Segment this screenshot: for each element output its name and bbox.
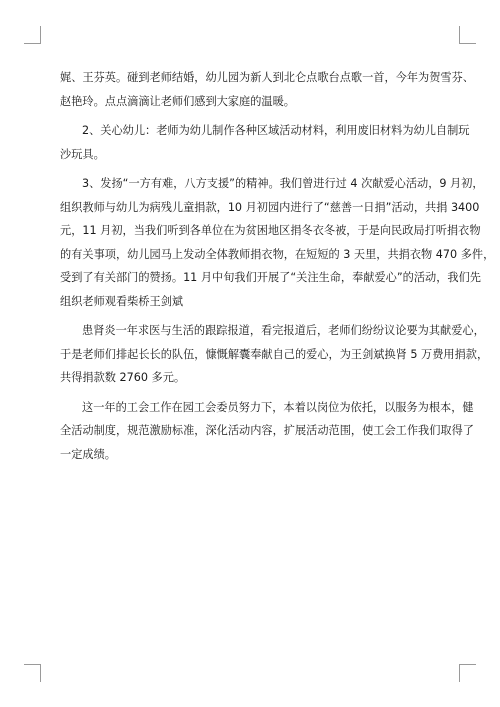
text-line: 组织教师与幼儿为病残儿童捐款，10 月初园内进行了“慈善一日捐”活动，共捐 3400 — [60, 200, 480, 214]
text-line: 3、发扬“一方有难，八方支援”的精神。我们曾进行过 4 次献爱心活动，9 月初， — [82, 177, 484, 190]
paragraph-continued — [60, 66, 474, 113]
paragraph-charity — [60, 172, 495, 313]
text-line: 娓、王芬英。碰到老师结婚，幼儿园为新人到北仑点歌台点歌一首，今年为贺雪芬、 — [60, 71, 474, 84]
text-line: 于是老师们排起长长的队伍，慷慨解囊奉献自己的爱心，为王剑斌换肾 5 万费用捐款， — [60, 347, 489, 361]
text-line: 受到了有关部门的赞扬。11 月中旬我们开展了“关注生命，奉献爱心”的活动，我们先 — [60, 271, 481, 284]
text-line: 一定成绩。 — [60, 447, 116, 461]
crop-mark-bottom-left — [24, 664, 41, 665]
crop-mark-top-right — [459, 43, 476, 44]
crop-mark-bottom-right — [459, 664, 460, 682]
paragraph-care-for-children — [60, 119, 470, 166]
crop-mark-top-left — [24, 43, 41, 44]
crop-mark-bottom-right — [459, 664, 476, 665]
paragraph-summary — [60, 396, 474, 467]
text-line: 这一年的工会工作在园工会委员努力下，本着以岗位为依托，以服务为根本，健 — [82, 400, 474, 414]
text-line: 元，11 月初，当我们听到各单位在为贫困地区捐冬衣冬被，于是向民政局打听捐衣物 — [60, 224, 481, 237]
text-line: 共得捐款数 2760 多元。 — [60, 371, 186, 384]
text-line: 的有关事项，幼儿园马上发动全体教师捐衣物，在短短的 3 天里，共捐衣物 470 多件， — [60, 247, 495, 261]
text-line: 沙玩具。 — [60, 147, 105, 161]
document-body — [60, 66, 495, 466]
text-line: 2、关心幼儿：老师为幼儿制作各种区域活动材料，利用废旧材料为幼儿自制玩 — [82, 124, 470, 137]
text-line: 患肾炎一年求医与生活的跟踪报道，看完报道后，老师们纷纷议论要为其献爱心， — [82, 324, 485, 337]
paragraph-donation — [60, 319, 489, 390]
crop-mark-top-left — [40, 26, 41, 44]
text-line: 组织老师观看柴桥王剑斌 — [60, 294, 184, 308]
text-line: 全活动制度，规范激励标准，深化活动内容，扩展活动范围，使工会工作我们取得了 — [60, 424, 474, 437]
crop-mark-bottom-left — [40, 664, 41, 682]
text-line: 赵艳玲。点点滴滴让老师们感到大家庭的温暖。 — [60, 94, 295, 108]
crop-mark-top-right — [459, 26, 460, 44]
